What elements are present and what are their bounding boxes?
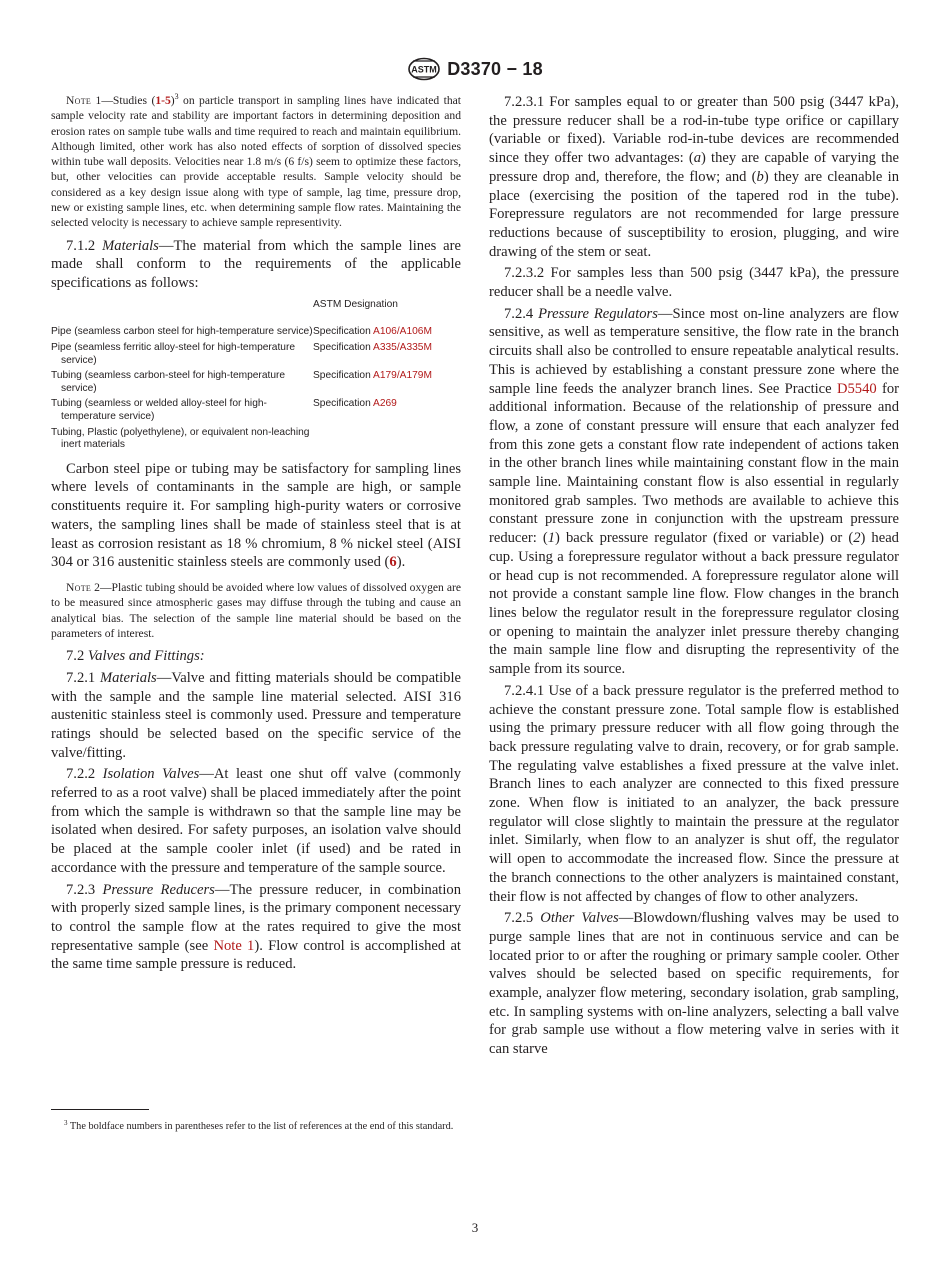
table-cell-item: Pipe (seamless ferritic alloy-steel for high-temperature service) <box>51 341 296 366</box>
section-title: Other Valves <box>540 910 619 927</box>
paragraph-carbon-steel <box>51 460 461 572</box>
note-label: Note <box>66 580 92 594</box>
materials-table <box>51 299 461 452</box>
section-7-2 <box>51 647 461 666</box>
section-number: 7.2.5 <box>504 910 541 927</box>
table-cell-item: Tubing, Plastic (polyethylene), or equivalent non-leaching inert materials <box>51 426 310 451</box>
section-text: for additional information. Because of the relationship of pressure and flow, a zone of constant pressure will ensure that each analyzer fed from this zone gets a constant flow rate independent of actions taken in the other branch lines while maintaining constant flow in the main sample line. Maintaining constant flow is also essential in regularly monitored grab samples. Two methods are available to achieve this constant pressure zone in conjunction with the upstream pressure reducer: ( <box>489 380 900 547</box>
astm-logo-icon <box>407 57 441 81</box>
section-7-1-2 <box>51 237 461 293</box>
spec-link[interactable]: A269 <box>373 398 397 410</box>
table-row <box>51 342 461 367</box>
footnote-3 <box>51 1120 461 1134</box>
spec-label: Specification <box>313 326 374 338</box>
section-title: Materials <box>102 237 159 254</box>
section-text: —The pressure reducer, in combination with properly sized sample lines, is the primary component necessary to control the sample flow at the rates required to give the most representative sample (see <box>51 881 461 954</box>
section-text: ). Flow control is accomplished at the same time sample pressure is reduced. <box>51 937 461 973</box>
section-7-2-5 <box>489 909 899 1059</box>
spec-label: Specification <box>313 370 374 382</box>
paragraph-text: ). <box>396 554 406 571</box>
practice-link[interactable]: D5540 <box>836 380 877 397</box>
section-number: 7.2 <box>66 648 88 665</box>
section-7-2-3-2: 7.2.3.2 For samples less than 500 psig (3447 kPa), the pressure reducer shall be a needle valve. <box>489 265 899 301</box>
note-number: 1—Studies ( <box>91 94 156 107</box>
spec-label: Specification <box>313 341 374 353</box>
section-title: Pressure Reducers <box>102 881 215 898</box>
list-marker: 2 <box>853 530 861 547</box>
table-cell-spec <box>313 370 461 395</box>
note-2 <box>51 580 461 641</box>
section-7-2-4-1: 7.2.4.1 Use of a back pressure regulator is the preferred method to achieve the constant pressure zone. Total sample flow is established using the primary pressure reducer with all flow going through the back pressure regulating valve to drain, recovery, or for grab sample. The regulating valve establishes a fixed pressure at the valve inlet. Branch lines to each analyzer are connected to this fixed pressure zone. When flow is initiated to an analyzer, the back pressure regulator will close slightly to maintain the pressure at the regulator inlet. Similarly, when flow to an analyzer is shut off, the regulator will open to accommodate the increased flow. Since the pressure at the branch connections to the other analyzers is maintained constant, their flow is not affected by changes of flow to other analyzers. <box>489 682 899 905</box>
reference-link[interactable]: 1-5 <box>155 94 171 107</box>
note-1-link[interactable]: Note 1 <box>213 937 255 954</box>
section-number: 7.2.3 <box>66 881 103 898</box>
section-number: 7.1.2 <box>66 237 103 254</box>
standard-designation: D3370 − 18 <box>447 58 543 79</box>
section-7-2-2 <box>51 765 461 877</box>
logo-text: ASTM <box>411 64 437 75</box>
note-label: Note <box>66 94 92 107</box>
section-7-2-3 <box>51 881 461 975</box>
spec-link[interactable]: A106/A106M <box>373 326 432 338</box>
table-cell-spec <box>313 326 461 339</box>
section-text: —Since most on-line analyzers are flow sensitive, as well as temperature sensitive, the flow rate in the branch circuits shall also be controlled to ensure repeatable analytical results. This is achieved by establishing a constant pressure zone where the sample line feeds the analyzer branch lines. See Practice <box>489 305 900 397</box>
section-text: ) head cup. Using a forepressure regulator without a back pressure regulator or head cup is not recommended. A forepressure regulator alone will not provide a constant sample line flow. Flow changes in the branch lines below the regulator result in the forepressure regulator closing or opening to maintain the analyzer inlet pressure thereby changing the main sample line flow and disrupting the representivity of the sample from its source. <box>489 530 899 678</box>
table-header: ASTM Designation <box>313 298 398 310</box>
table-row <box>51 326 461 339</box>
section-text: ) they are capable of varying the pressure drop and, therefore, the flow; and ( <box>489 150 899 185</box>
table-cell-spec <box>313 342 461 367</box>
list-marker: a <box>693 150 702 167</box>
section-title: Materials <box>99 669 157 686</box>
left-column <box>51 93 461 977</box>
section-7-2-4 <box>489 305 899 679</box>
note-text: ) <box>170 94 175 107</box>
footnote-marker[interactable]: 3 <box>174 92 179 101</box>
section-text: —The material from which the sample lines are made shall conform to the requirements of the applicable specifications as follows: <box>51 237 461 292</box>
section-7-2-3-1 <box>489 93 899 261</box>
note-text: on particle transport in sampling lines have indicated that sample velocity rate and stability are important factors in determining deposition and erosion rates on sample tube walls and time required to reach and maintain equilibrium. Although limited, other work has also noted effects of sorption of dissolved species within tube wall deposits. Velocities near 1.8 m/s (6 f/s) seem to optimize these factors, but, other velocities can provide acceptable results. Sample velocity should be considered as a key design issue along with type of sample, lag time, pressure drop, new or existing sample lines, etc. when determining sample flow rates. Maintaining the selected velocity is necessary to achieve sample representivity. <box>51 94 461 230</box>
page-number: 3 <box>471 1220 479 1235</box>
table-row <box>51 398 461 423</box>
section-text: ) back pressure regulator (fixed or variable) or ( <box>555 530 854 547</box>
table-cell-spec <box>313 398 461 423</box>
page-header <box>0 55 950 83</box>
list-marker: 1 <box>547 530 556 547</box>
section-text: 7.2.3.1 For samples equal to or greater than 500 psig (3447 kPa), the pressure reducer shall be a rod-in-tube type orifice or capillary (variable or fixed). Variable rod-in-tube devices are recommended since they offer two advantages: ( <box>489 94 899 167</box>
footnote-text: The boldface numbers in parentheses refer to the list of references at the end of this standard. <box>67 1121 454 1132</box>
table-cell-spec <box>313 427 461 452</box>
section-number: 7.2.1 <box>66 669 100 686</box>
table-row <box>51 427 461 452</box>
spec-link[interactable]: A179/A179M <box>373 370 432 382</box>
section-text: —Valve and fitting materials should be compatible with the sample and the sample line material selected. AISI 316 austenitic stainless steel is commonly used. Pressure and temperature ratings should be selected based on the specific service of the valve/fitting. <box>51 669 461 761</box>
table-cell-item: Pipe (seamless carbon steel for high-temperature service) <box>51 326 313 338</box>
section-text: —Blowdown/flushing valves may be used to purge sample lines that are not in continuous service and can be located prior to or after the roughing or primary sample cooler. Other valves should be selected based on specific requirements, for example, analyzer flow metering, secondary isolation, grab sampling, etc. In sampling systems with on-line analyzers, selecting a ball valve for grab sample use without a flow metering valve in series with it can starve <box>489 910 899 1058</box>
note-1 <box>51 93 461 231</box>
table-cell-item: Tubing (seamless or welded alloy-steel for high-temperature service) <box>51 398 267 422</box>
section-text: —At least one shut off valve (commonly referred to as a root valve) shall be placed immediately after the point from which the sample is withdrawn so that the sample line may be isolated when desired. For safety purposes, an isolation valve should be placed at the sample cooler inlet (if used) and be rated in accordance with the pressure and temperature of the sample source. <box>51 766 462 876</box>
section-number: 7.2.2 <box>66 766 103 783</box>
right-column <box>489 93 899 1062</box>
note-text: 2—Plastic tubing should be avoided where low values of dissolved oxygen are to be measured since atmospheric gases may diffuse through the tubing and cause an analytical bias. The selection of the sample line material should be based on the parameters of interest. <box>51 580 461 640</box>
section-7-2-1 <box>51 669 461 763</box>
section-title: Isolation Valves <box>102 766 200 783</box>
footnote-number: 3 <box>64 1119 68 1127</box>
list-marker: b <box>756 168 764 185</box>
table-row <box>51 370 461 395</box>
section-number: 7.2.4 <box>504 305 539 322</box>
table-cell-item: Tubing (seamless carbon-steel for high-temperature service) <box>51 370 286 394</box>
spec-label: Specification <box>313 398 374 410</box>
paragraph-text: Carbon steel pipe or tubing may be satisfactory for sampling lines where levels of contaminants in the sample are high, or sample constituents require it. For sampling high-purity waters or corrosive waters, the sampling lines shall be made of stainless steel that is at least as corrosion resistant as 18 % chromium, 8 % nickel steel (AISI 304 or 316 austenitic stainless steels are commonly used ( <box>51 460 461 571</box>
footnote-divider <box>51 1109 149 1110</box>
spec-link[interactable]: A335/A335M <box>373 341 432 353</box>
section-title: Valves and Fittings: <box>87 648 205 665</box>
section-title: Pressure Regulators <box>538 305 658 322</box>
reference-link[interactable]: 6 <box>389 554 397 571</box>
section-text: ) they are cleanable in place (exercising the position of the tapered rod in the tube). Forepressure regulators are not recommended for large pressure reductions because of susceptibility to erosion, plugging, and wire drawing of the stem or seat. <box>489 168 899 260</box>
